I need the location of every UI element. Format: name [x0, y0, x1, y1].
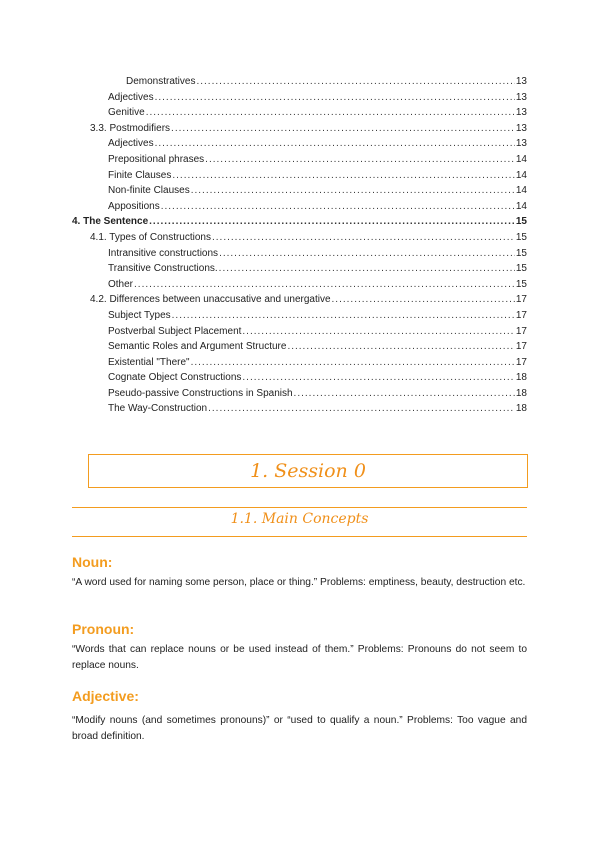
toc-entry[interactable] [72, 401, 527, 417]
toc-leader-dots [287, 339, 514, 355]
toc-entry-label: Semantic Roles and Argument Structure [108, 341, 287, 353]
toc-entry-label: Pseudo-passive Constructions in Spanish [108, 387, 293, 399]
toc-leader-dots [146, 105, 515, 121]
toc-entry-page-number: 17 [515, 325, 527, 337]
toc-entry-page-number: 17 [515, 341, 527, 353]
toc-entry-page-number: 13 [515, 107, 527, 119]
toc-leader-dots [332, 292, 515, 308]
definition-adjective: “Modify nouns (and sometimes pronouns)” or “used to qualify a noun.” Problems: Too vague and broad definition. [72, 715, 527, 742]
toc-entry-label: Postverbal Subject Placement [108, 325, 242, 337]
toc-entry-label: Other [108, 278, 134, 290]
toc-entry[interactable] [72, 105, 527, 121]
toc-entry-label: The Way-Construction [108, 403, 208, 415]
toc-entry-page-number: 18 [515, 403, 527, 415]
toc-entry-page-number: 14 [515, 169, 527, 181]
toc-entry[interactable] [72, 121, 527, 137]
toc-entry-label: 4. The Sentence [72, 216, 149, 228]
toc-entry-page-number: 18 [515, 372, 527, 384]
toc-entry-label: Non-finite Clauses [108, 185, 190, 197]
toc-leader-dots [208, 401, 515, 417]
toc-entry-page-number: 18 [515, 387, 527, 399]
toc-entry-label: Subject Types [108, 309, 171, 321]
toc-entry[interactable] [72, 214, 527, 230]
toc-entry[interactable] [72, 292, 527, 308]
toc-entry-label: Transitive Constructions. [108, 263, 218, 275]
toc-entry[interactable] [72, 168, 527, 184]
toc-entry-page-number: 15 [515, 278, 527, 290]
toc-leader-dots [155, 136, 515, 152]
toc-leader-dots [155, 90, 515, 106]
toc-leader-dots [191, 355, 515, 371]
toc-entry[interactable] [72, 324, 527, 340]
toc-entry[interactable] [72, 339, 527, 355]
toc-entry-label: 4.2. Differences between unaccusative and unergative [90, 294, 331, 306]
toc-entry-label: Finite Clauses [108, 169, 172, 181]
toc-entry-page-number: 15 [515, 231, 527, 243]
toc-entry-page-number: 13 [515, 91, 527, 103]
toc-leader-dots [242, 370, 514, 386]
toc-entry-page-number: 17 [515, 309, 527, 321]
term-adjective: Adjective: [72, 688, 139, 704]
toc-entry-label: 4.1. Types of Constructions [90, 231, 211, 243]
toc-entry-page-number: 14 [515, 185, 527, 197]
toc-entry-page-number: 13 [515, 122, 527, 134]
definition-pronoun: “Words that can replace nouns or be used instead of them.” Problems: Pronouns do not seem to replace nouns. [72, 644, 527, 671]
toc-entry-page-number: 13 [515, 76, 527, 87]
subsection-title: 1.1. Main Concepts [230, 511, 369, 527]
toc-entry[interactable] [72, 199, 527, 215]
toc-entry-label: Demonstratives [126, 76, 196, 87]
toc-leader-dots [191, 183, 515, 199]
toc-leader-dots [172, 168, 515, 184]
toc-entry[interactable] [72, 386, 527, 402]
toc-leader-dots [171, 121, 515, 137]
table-of-contents [72, 74, 527, 417]
toc-entry-page-number: 17 [515, 356, 527, 368]
toc-leader-dots [196, 74, 514, 90]
toc-entry-label: Prepositional phrases [108, 153, 205, 165]
toc-leader-dots [149, 214, 515, 230]
toc-entry-label: Intransitive constructions [108, 247, 219, 259]
toc-entry-page-number: 15 [515, 216, 527, 228]
toc-entry-page-number: 15 [515, 247, 527, 259]
toc-entry-page-number: 13 [515, 138, 527, 150]
toc-entry-page-number: 17 [515, 294, 527, 306]
toc-leader-dots [205, 152, 515, 168]
toc-entry[interactable] [72, 355, 527, 371]
toc-entry[interactable] [72, 370, 527, 386]
toc-entry-page-number: 15 [515, 263, 527, 275]
toc-entry[interactable] [72, 136, 527, 152]
toc-entry-label: Adjectives [108, 138, 154, 150]
toc-entry-page-number: 14 [515, 200, 527, 212]
toc-entry-label: Appositions [108, 200, 160, 212]
toc-leader-dots [219, 261, 515, 277]
toc-entry[interactable] [72, 183, 527, 199]
toc-entry[interactable] [72, 277, 527, 293]
toc-leader-dots [242, 324, 514, 340]
toc-leader-dots [219, 246, 515, 262]
toc-leader-dots [161, 199, 515, 215]
definition-noun: “A word used for naming some person, place or thing.” Problems: emptiness, beauty, destruction etc. [72, 577, 526, 588]
toc-entry[interactable] [72, 74, 527, 90]
toc-entry-label: Adjectives [108, 91, 154, 103]
subsection-rule-bottom [72, 536, 527, 537]
toc-entry[interactable] [72, 246, 527, 262]
toc-entry[interactable] [72, 90, 527, 106]
toc-entry[interactable] [72, 152, 527, 168]
session-heading-box [88, 454, 528, 488]
toc-leader-dots [294, 386, 515, 402]
toc-entry-label: Cognate Object Constructions [108, 372, 242, 384]
toc-entry-page-number: 14 [515, 153, 527, 165]
toc-entry[interactable] [72, 230, 527, 246]
session-title: 1. Session 0 [250, 460, 366, 482]
toc-leader-dots [134, 277, 515, 293]
toc-entry-label: Genitive [108, 107, 145, 119]
term-pronoun: Pronoun: [72, 621, 135, 637]
toc-leader-dots [212, 230, 515, 246]
toc-leader-dots [172, 308, 515, 324]
term-noun: Noun: [72, 554, 113, 570]
toc-entry[interactable] [72, 261, 527, 277]
subsection-rule-top [72, 507, 527, 508]
toc-entry-label: 3.3. Postmodifiers [90, 122, 171, 134]
toc-entry-label: Existential "There" [108, 356, 190, 368]
toc-entry[interactable] [72, 308, 527, 324]
